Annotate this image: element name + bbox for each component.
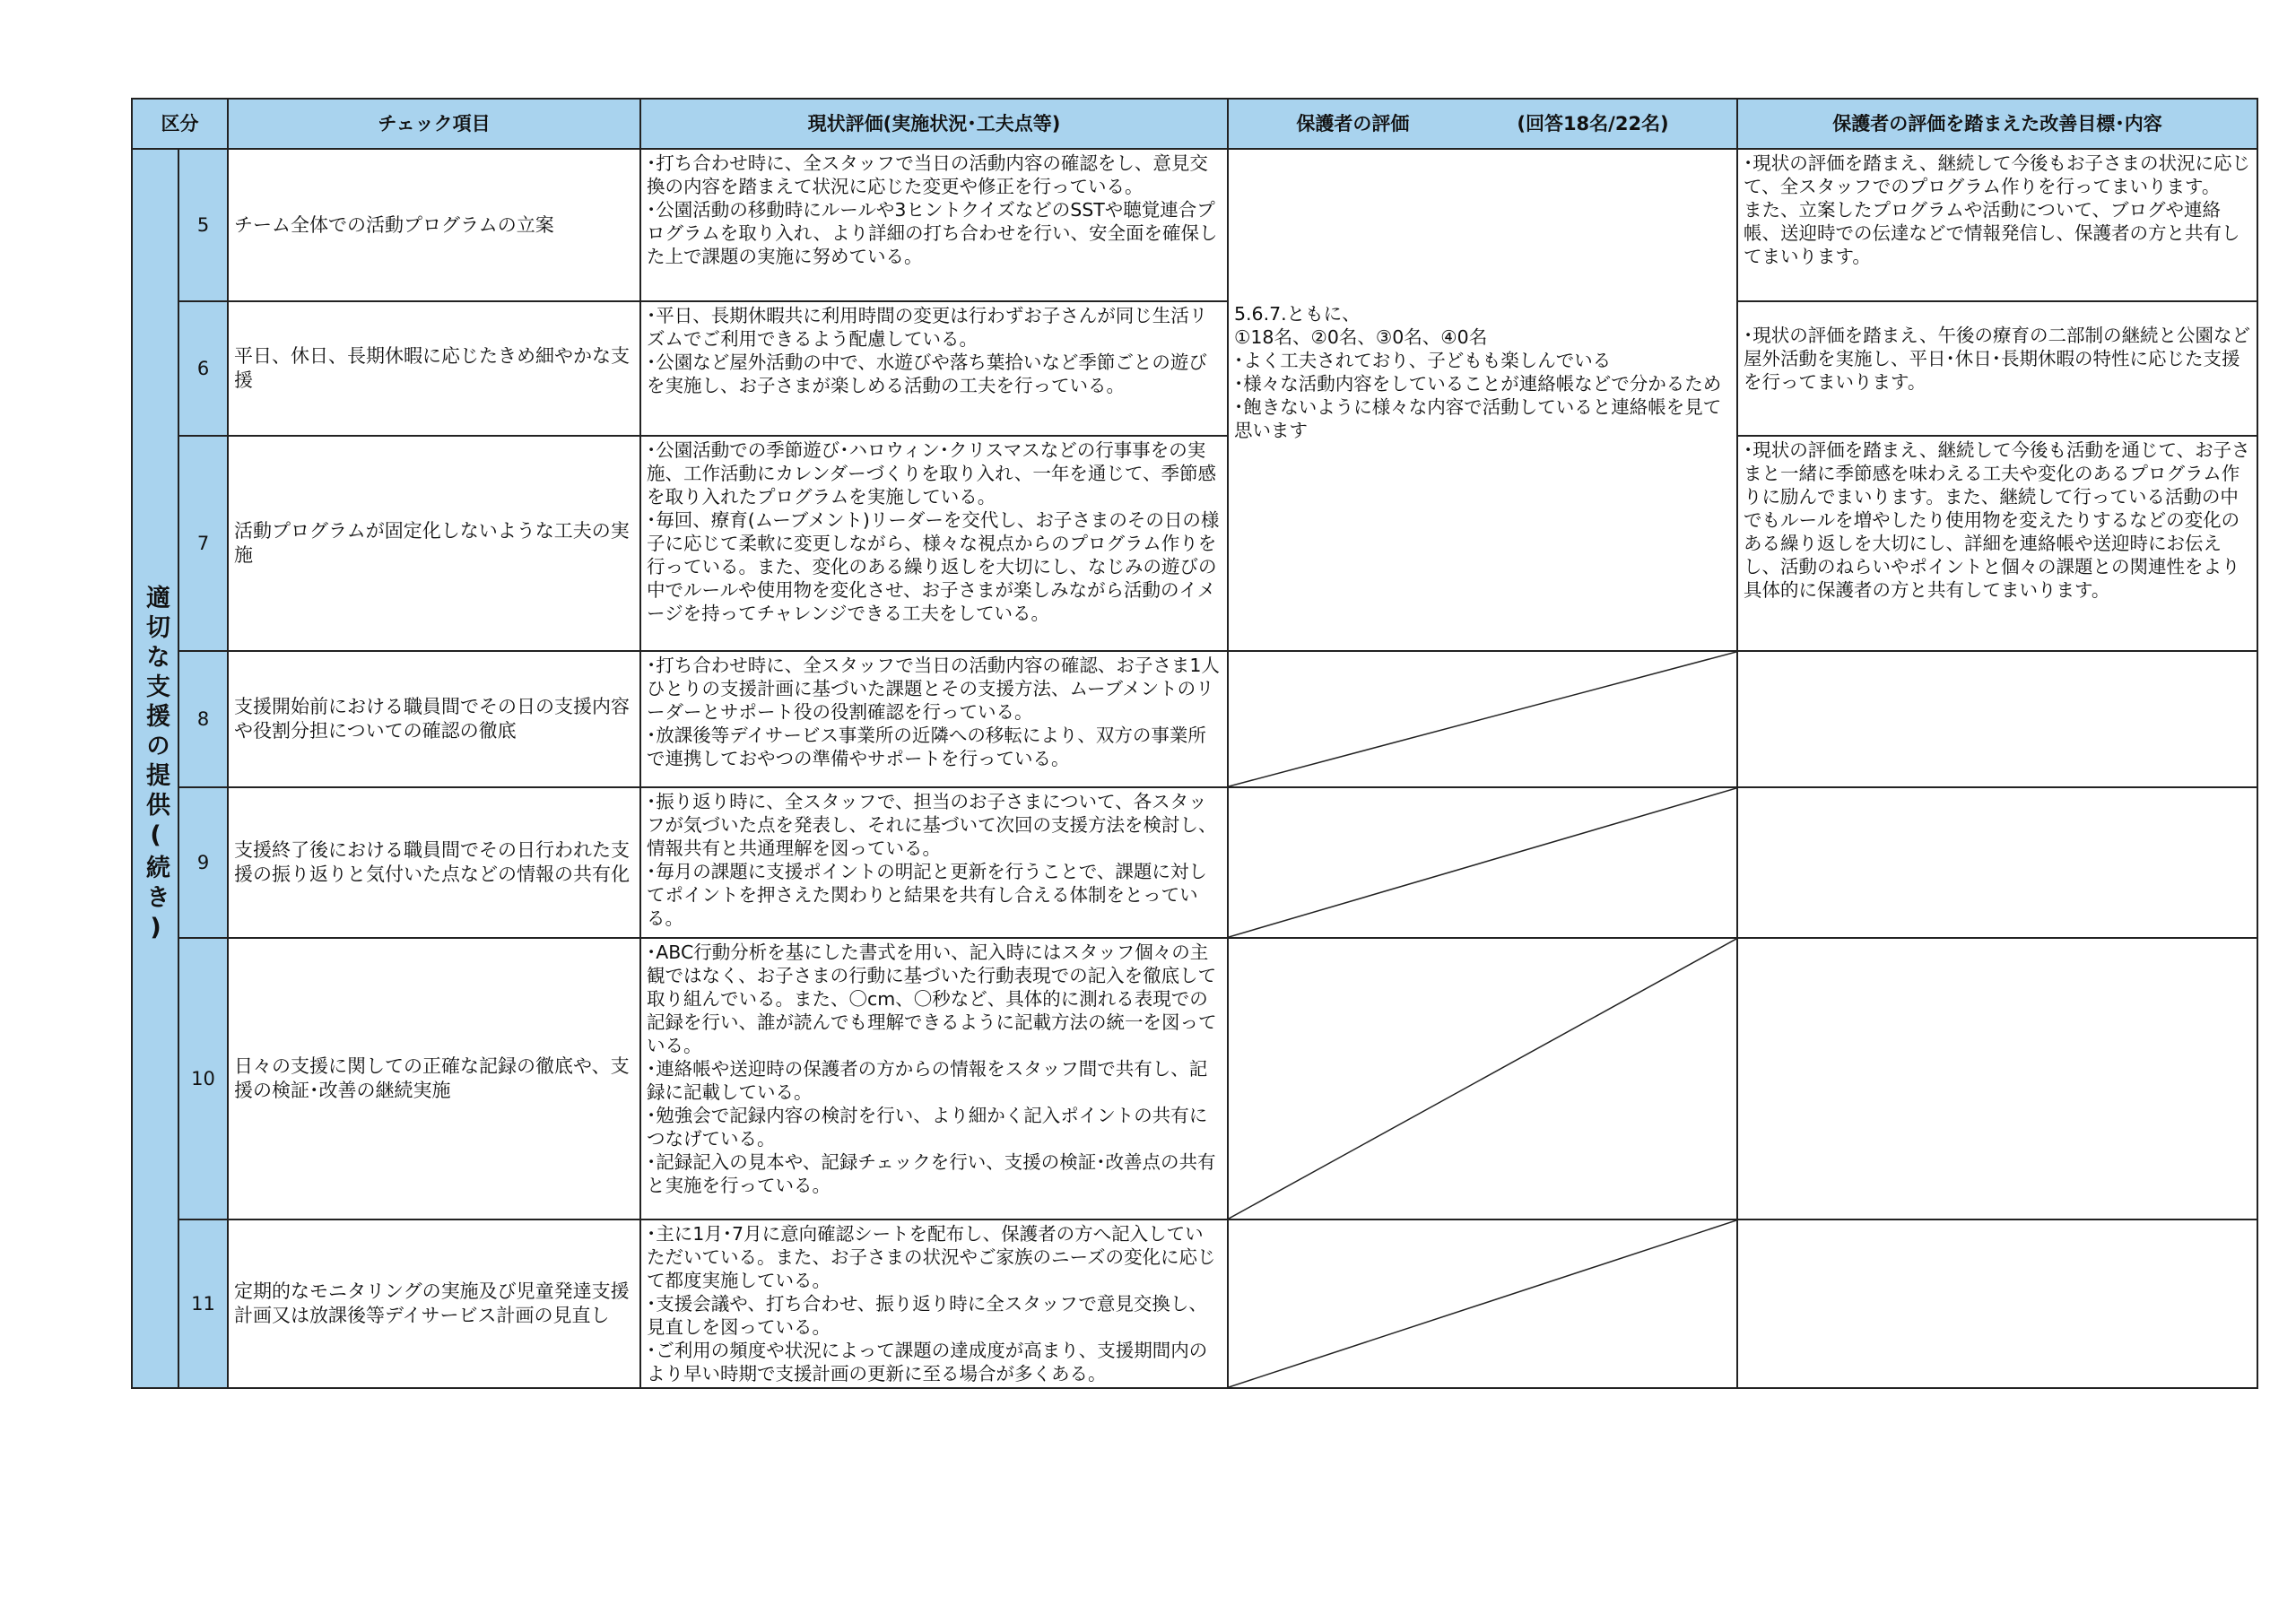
improvement-text: ･現状の評価を踏まえ、継続して今後もお子さまの状況に応じて、全スタッフでのプログラム作りを行ってまいります。 — [1744, 152, 2250, 197]
guardian-eval-empty-cell — [1228, 651, 1737, 787]
header-guardian-eval — [1228, 99, 1737, 149]
check-item: チーム全体での活動プログラムの立案 — [228, 149, 640, 301]
row-number: 6 — [178, 301, 228, 436]
table-row — [132, 149, 2257, 301]
improvement-text: また、立案したプログラムや活動について、ブログや連絡帳、送迎時での伝達などで情報発信し、保護者の方と共有してまいります。 — [1744, 199, 2240, 267]
improvement-cell — [1737, 436, 2257, 651]
check-item: 定期的なモニタリングの実施及び児童発達支援計画又は放課後等デイサービス計画の見直し — [228, 1219, 640, 1388]
header-check-item: チェック項目 — [228, 99, 640, 149]
table-row — [132, 1219, 2257, 1388]
improvement-empty-cell — [1737, 651, 2257, 787]
check-item: 支援開始前における職員間でその日の支援内容や役割分担についての確認の徹底 — [228, 651, 640, 787]
current-eval-cell — [640, 436, 1228, 651]
row-number: 9 — [178, 787, 228, 938]
current-eval-text: ･振り返り時に、全スタッフで、担当のお子さまについて、各スタッフが気づいた点を発表し、それに基づいて次回の支援方法を検討し、情報共有と共通理解を図っている。 — [647, 791, 1217, 859]
current-eval-text: ･毎回、療育(ムーブメント)リーダーを交代し、お子さまのその日の様子に応じて柔軟に変更しながら、様々な視点からのプログラム作りを行っている。また、変化のある繰り返しを大切にし、なじみの遊びの中でルールや使用物を変化させ、お子さまが楽しみながら活動のイメージを持ってチャレンジできる工夫をしている。 — [647, 509, 1220, 624]
improvement-text: ･現状の評価を踏まえ、継続して今後も活動を通じて、お子さまと一緒に季節感を味わえる工夫や変化のあるプログラム作りに励んでまいります。また、継続して行っている活動の中でもルールを増やしたり使用物を変えたりするなどの変化のある繰り返しを大切にし、詳細を連絡帳や送迎時にお伝えし、活動のねらいやポイントと個々の課題との関連性をより具体的に保護者の方と共有してまいります。 — [1744, 439, 2250, 601]
guardian-eval-empty-cell — [1228, 787, 1737, 938]
guardian-eval-text: ･よく工夫されており、子どもも楽しんでいる — [1234, 350, 1612, 371]
guardian-eval-text: ･様々な活動内容をしていることが連絡帳などで分かるため — [1234, 373, 1722, 395]
check-item: 日々の支援に関しての正確な記録の徹底や、支援の検証･改善の継続実施 — [228, 938, 640, 1219]
row-number: 11 — [178, 1219, 228, 1388]
category-label: 適切な支援の提供(続き) — [142, 585, 170, 947]
evaluation-table — [131, 98, 2258, 1389]
check-item: 支援終了後における職員間でその日行われた支援の振り返りと気付いた点などの情報の共有化 — [228, 787, 640, 938]
current-eval-cell — [640, 938, 1228, 1219]
row-number: 5 — [178, 149, 228, 301]
current-eval-text: ･主に1月･7月に意向確認シートを配布し、保護者の方へ記入していただいている。また、お子さまの状況やご家族のニーズの変化に応じて都度実施している。 — [647, 1223, 1216, 1291]
guardian-eval-cell — [1228, 149, 1737, 651]
diagonal-slash — [1229, 652, 1736, 786]
current-eval-text: ･打ち合わせ時に、全スタッフで当日の活動内容の確認、お子さま1人ひとりの支援計画に基づいた課題とその支援方法、ムーブメントのリーダーとサポート役の役割確認を行っている。 — [647, 655, 1220, 723]
current-eval-text: ･公園活動の移動時にルールや3ヒントクイズなどのSSTや聴覚連合プログラムを取り入れ、より詳細の打ち合わせを行い、安全面を確保した上で課題の実施に努めている。 — [647, 199, 1218, 267]
header-improvement: 保護者の評価を踏まえた改善目標･内容 — [1737, 99, 2257, 149]
current-eval-text: ･ご利用の頻度や状況によって課題の達成度が高まり、支援期間内のより早い時期で支援計画の更新に至る場合が多くある。 — [647, 1340, 1208, 1384]
table-row — [132, 787, 2257, 938]
improvement-cell — [1737, 149, 2257, 301]
guardian-eval-empty-cell — [1228, 938, 1737, 1219]
guardian-eval-empty-cell — [1228, 1219, 1737, 1388]
table-row — [132, 301, 2257, 436]
header-guardian-eval-label: 保護者の評価 — [1296, 113, 1410, 135]
header-current-eval: 現状評価(実施状況･工夫点等) — [640, 99, 1228, 149]
current-eval-text: ･記録記入の見本や、記録チェックを行い、支援の検証･改善点の共有と実施を行っている。 — [647, 1151, 1216, 1196]
category-cell — [132, 149, 178, 1388]
header-category: 区分 — [132, 99, 228, 149]
guardian-eval-text: ①18名、②0名、③0名、④0名 — [1234, 326, 1488, 348]
current-eval-cell — [640, 149, 1228, 301]
table-header-row — [132, 99, 2257, 149]
row-number: 7 — [178, 436, 228, 651]
header-guardian-count: (回答18名/22名) — [1517, 113, 1669, 135]
check-item: 平日、休日、長期休暇に応じたきめ細やかな支援 — [228, 301, 640, 436]
improvement-empty-cell — [1737, 1219, 2257, 1388]
current-eval-text: ･平日、長期休暇共に利用時間の変更は行わずお子さんが同じ生活リズムでご利用できるよう配慮している。 — [647, 305, 1208, 350]
improvement-empty-cell — [1737, 938, 2257, 1219]
current-eval-text: ･毎月の課題に支援ポイントの明記と更新を行うことで、課題に対してポイントを押さえた関わりと結果を共有し合える体制をとっている。 — [647, 861, 1207, 929]
current-eval-cell — [640, 651, 1228, 787]
current-eval-text: ･支援会議や、打ち合わせ、振り返り時に全スタッフで意見交換し、見直しを図っている。 — [647, 1293, 1207, 1338]
table-row — [132, 938, 2257, 1219]
current-eval-text: ･公園活動での季節遊び･ハロウィン･クリスマスなどの行事事をの実施、工作活動にカレンダーづくりを取り入れ、一年を通じて、季節感を取り入れたプログラムを実施している。 — [647, 439, 1216, 508]
improvement-cell — [1737, 301, 2257, 436]
improvement-empty-cell — [1737, 787, 2257, 938]
guardian-eval-text: 5.6.7.ともに、 — [1234, 303, 1361, 325]
current-eval-text: ･放課後等デイサービス事業所の近隣への移転により、双方の事業所で連携しておやつの準備やサポートを行っている。 — [647, 725, 1206, 769]
diagonal-slash — [1229, 939, 1736, 1219]
current-eval-text: ･公園など屋外活動の中で、水遊びや落ち葉拾いなど季節ごとの遊びを実施し、お子さまが楽しめる活動の工夫を行っている。 — [647, 352, 1207, 396]
improvement-text: ･現状の評価を踏まえ、午後の療育の二部制の継続と公園など屋外活動を実施し、平日･休日･長期休暇の特性に応じた支援を行ってまいります。 — [1744, 325, 2250, 393]
diagonal-slash — [1229, 788, 1736, 937]
row-number: 10 — [178, 938, 228, 1219]
current-eval-text: ･連絡帳や送迎時の保護者の方からの情報をスタッフ間で共有し、記録に記載している。 — [647, 1058, 1208, 1103]
current-eval-text: ･勉強会で記録内容の検討を行い、より細かく記入ポイントの共有につなげている。 — [647, 1105, 1208, 1150]
table-row — [132, 436, 2257, 651]
row-number: 8 — [178, 651, 228, 787]
current-eval-cell — [640, 1219, 1228, 1388]
current-eval-text: ･打ち合わせ時に、全スタッフで当日の活動内容の確認をし、意見交換の内容を踏まえて状況に応じた変更や修正を行っている。 — [647, 152, 1208, 197]
guardian-eval-text: ･飽きないように様々な内容で活動していると連絡帳を見て思います — [1234, 396, 1722, 441]
check-item: 活動プログラムが固定化しないような工夫の実施 — [228, 436, 640, 651]
current-eval-text: ･ABC行動分析を基にした書式を用い、記入時にはスタッフ個々の主観ではなく、お子さまの行動に基づいた行動表現での記入を徹底して取り組んでいる。また、〇cm、〇秒など、具体的に測れる表現での記録を行い、誰が読んでも理解できるように記載方法の統一を図っている。 — [647, 942, 1217, 1056]
current-eval-cell — [640, 301, 1228, 436]
table-row — [132, 651, 2257, 787]
current-eval-cell — [640, 787, 1228, 938]
diagonal-slash — [1229, 1220, 1736, 1387]
